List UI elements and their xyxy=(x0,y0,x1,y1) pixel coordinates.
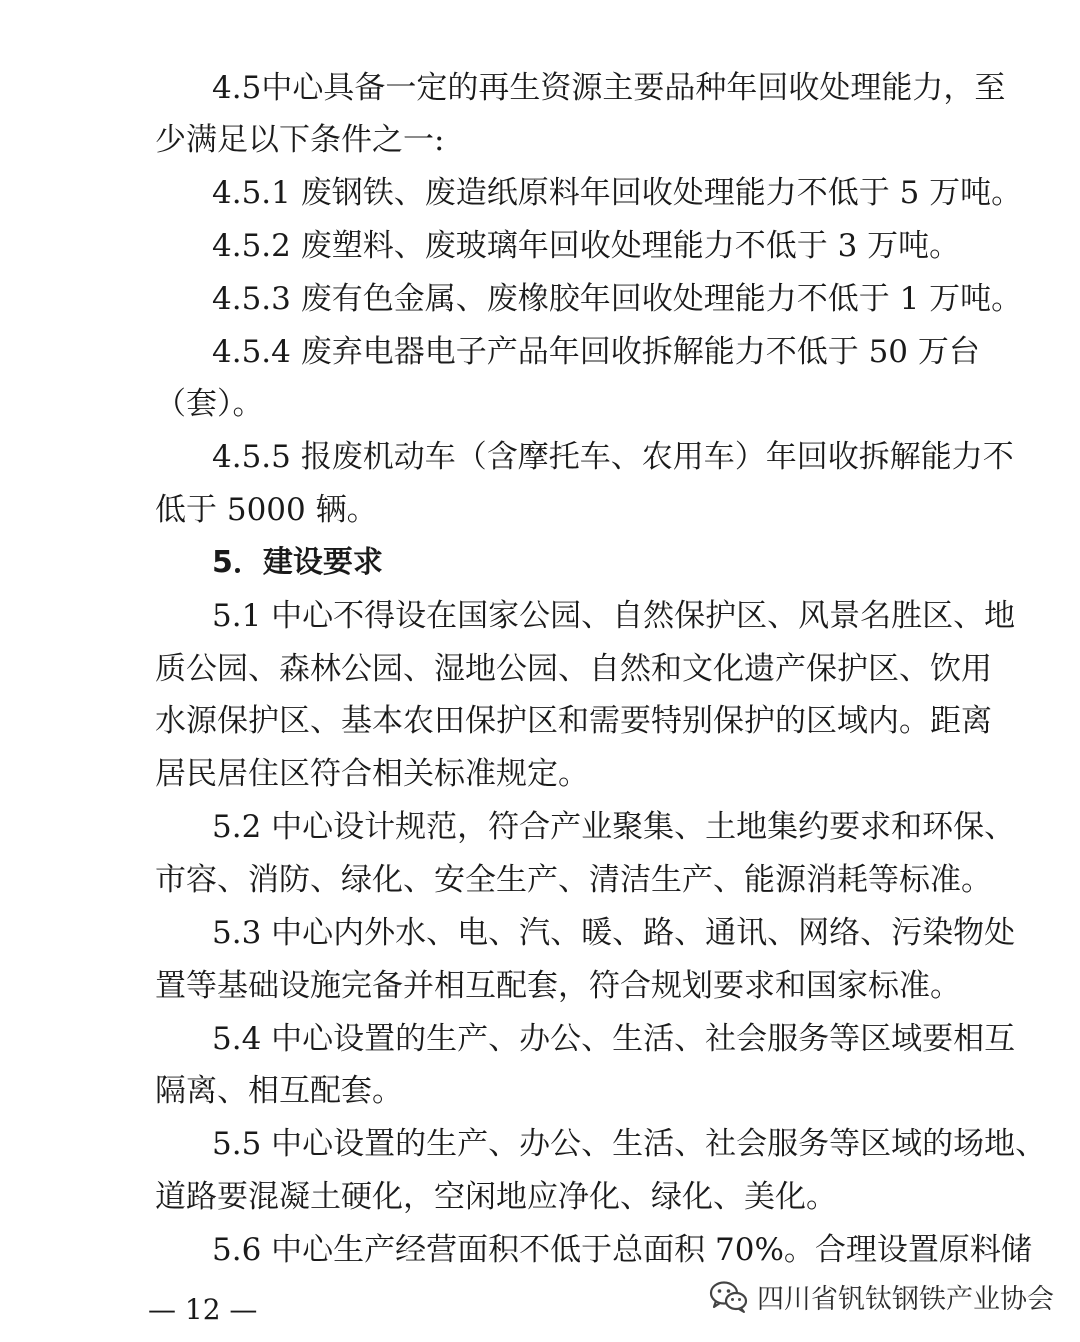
wechat-icon xyxy=(709,1280,749,1314)
text-line: 低于 5000 辆。 xyxy=(155,492,378,528)
text-line: 4.5.2 废塑料、废玻璃年回收处理能力不低于 3 万吨。 xyxy=(212,228,961,264)
text-line: 5.5 中心设置的生产、办公、生活、社会服务等区域的场地、 xyxy=(212,1126,1047,1162)
text-line: 置等基础设施完备并相互配套，符合规划要求和国家标准。 xyxy=(155,968,961,1004)
text-line: 水源保护区、基本农田保护区和需要特别保护的区域内。距离 xyxy=(155,703,992,739)
text-line: 少满足以下条件之一: xyxy=(155,122,445,158)
text-line: 4.5.5 报废机动车（含摩托车、农用车）年回收拆解能力不 xyxy=(212,439,1014,475)
watermark-text: 四川省钒钛钢铁产业协会 xyxy=(757,1284,1054,1315)
text-line: 4.5.3 废有色金属、废橡胶年回收处理能力不低于 1 万吨。 xyxy=(212,281,1023,317)
text-line: 5.4 中心设置的生产、办公、生活、社会服务等区域要相互 xyxy=(212,1021,1016,1057)
text-line: 隔离、相互配套。 xyxy=(155,1073,403,1109)
section-heading: 5．建设要求 xyxy=(212,545,383,580)
text-line: 市容、消防、绿化、安全生产、清洁生产、能源消耗等标准。 xyxy=(155,862,992,898)
text-line: 5.2 中心设计规范，符合产业聚集、土地集约要求和环保、 xyxy=(212,809,1016,845)
text-line: 4.5.1 废钢铁、废造纸原料年回收处理能力不低于 5 万吨。 xyxy=(212,175,1023,211)
text-line: 4 . 5 中 心 具 备 一 定 的 再 生 资 源 主 要 品 种 年 回 收 处 理 能 力 ， 至 xyxy=(212,70,1006,106)
text-line: 5.1 中心不得设在国家公园、自然保护区、风景名胜区、地 xyxy=(212,598,1016,634)
text-line: 5.6 中心生产经营面积不低于总面积 70%。合理设置原料储 xyxy=(212,1232,1032,1268)
text-line: 质公园、森林公园、湿地公园、自然和文化遗产保护区、饮用 xyxy=(155,651,992,687)
text-line: 5.3 中心内外水、电、汽、暖、路、通讯、网络、污染物处 xyxy=(212,915,1016,951)
text-line: 居民居住区符合相关标准规定。 xyxy=(155,756,589,792)
watermark xyxy=(705,1275,1062,1318)
text-line: 4.5.4 废弃电器电子产品年回收拆解能力不低于 50 万台 xyxy=(212,334,980,370)
text-line: （套）。 xyxy=(155,386,264,422)
page-number: — 12 — xyxy=(148,1293,258,1326)
text-line: 道路要混凝土硬化，空闲地应净化、绿化、美化。 xyxy=(155,1179,837,1215)
